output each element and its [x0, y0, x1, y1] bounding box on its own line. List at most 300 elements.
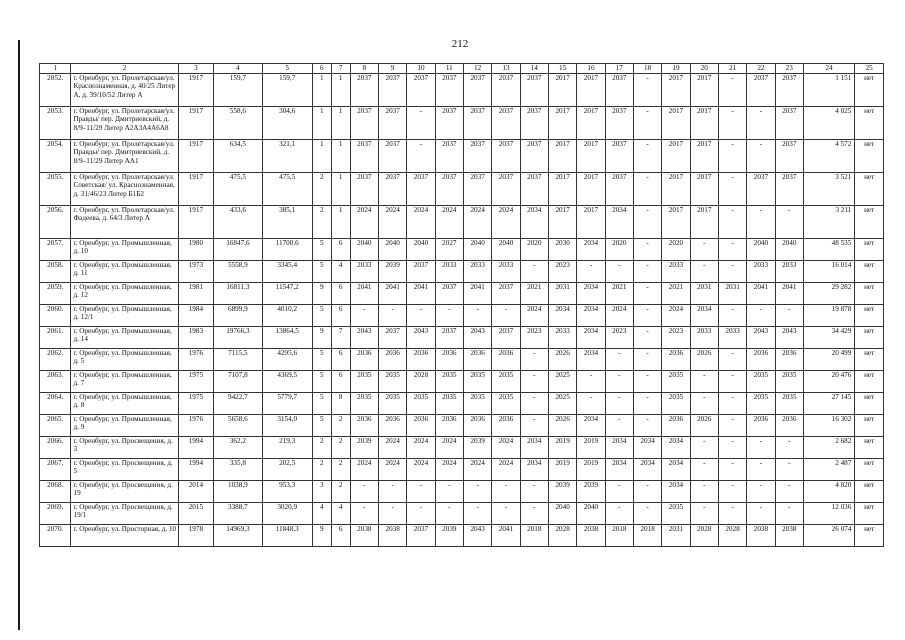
table-cell: 2037 [379, 327, 407, 349]
table-cell: 11547,2 [262, 283, 312, 305]
row-number-cell: 2070. [40, 525, 71, 547]
address-cell: г. Оренбург, ул. Просвещения, д. 5 [71, 459, 178, 481]
table-cell: нет [855, 371, 884, 393]
table-cell: 2036 [775, 349, 803, 371]
table-cell: нет [855, 481, 884, 503]
table-cell: 4 [312, 503, 331, 525]
table-cell: 2037 [435, 283, 463, 305]
table-cell: - [605, 349, 633, 371]
table-cell: 2037 [605, 173, 633, 206]
table-cell: - [718, 415, 746, 437]
column-header: 8 [350, 64, 378, 74]
table-cell: 6899,9 [214, 305, 262, 327]
table-cell: 2043 [407, 327, 435, 349]
table-cell: 2 [312, 459, 331, 481]
table-cell: 4295,6 [262, 349, 312, 371]
table-cell: - [747, 206, 775, 239]
row-number-cell: 2065. [40, 415, 71, 437]
column-header: 6 [312, 64, 331, 74]
table-cell: 2035 [492, 393, 520, 415]
table-cell: 2040 [548, 503, 576, 525]
table-cell: 202,5 [262, 459, 312, 481]
table-cell: 2040 [407, 239, 435, 261]
table-cell: - [775, 305, 803, 327]
table-row [40, 437, 884, 459]
table-cell: 159,7 [214, 74, 262, 107]
table-cell: - [718, 503, 746, 525]
table-cell: 2 [331, 415, 350, 437]
table-cell: - [633, 74, 661, 107]
table-cell: 2031 [690, 283, 718, 305]
row-number-cell: 2068. [40, 481, 71, 503]
table-cell: 2 [331, 481, 350, 503]
table-cell: нет [855, 283, 884, 305]
address-cell: г. Оренбург, ул. Просторная, д. 10 [71, 525, 178, 547]
table-cell: 2014 [178, 481, 214, 503]
table-cell: 2040 [747, 239, 775, 261]
table-cell: 2030 [548, 239, 576, 261]
table-cell: - [435, 503, 463, 525]
table-cell: 2017 [690, 74, 718, 107]
row-number-cell: 2062. [40, 349, 71, 371]
table-row [40, 349, 884, 371]
table-cell: 1 [312, 140, 331, 173]
table-cell: 2037 [520, 74, 548, 107]
table-cell: 5658,6 [214, 415, 262, 437]
table-cell: 2026 [690, 349, 718, 371]
column-header: 23 [775, 64, 803, 74]
table-cell: 2039 [463, 437, 491, 459]
table-cell: 2036 [435, 349, 463, 371]
table-cell: - [435, 481, 463, 503]
table-cell: - [633, 415, 661, 437]
table-cell: 2024 [492, 437, 520, 459]
table-cell: 2033 [775, 261, 803, 283]
table-cell: - [520, 481, 548, 503]
table-cell: 2037 [463, 74, 491, 107]
table-cell: 2034 [520, 206, 548, 239]
table-cell: - [633, 140, 661, 173]
table-cell: 2033 [718, 327, 746, 349]
table-cell: 2024 [605, 305, 633, 327]
table-cell: 9422,7 [214, 393, 262, 415]
table-cell: - [407, 503, 435, 525]
table-cell: 5 [312, 371, 331, 393]
table-cell: - [463, 503, 491, 525]
table-cell: 2017 [548, 140, 576, 173]
address-cell: г. Оренбург, ул. Просвещения, д. 3 [71, 437, 178, 459]
row-number-cell: 2059. [40, 283, 71, 305]
table-cell: 2034 [605, 437, 633, 459]
table-cell: 1978 [178, 525, 214, 547]
table-cell: нет [855, 503, 884, 525]
table-cell: 2036 [662, 349, 690, 371]
table-cell: 5 [312, 261, 331, 283]
table-cell: - [407, 140, 435, 173]
table-cell: 2024 [520, 305, 548, 327]
table-cell: 2037 [605, 140, 633, 173]
table-cell: 335,8 [214, 459, 262, 481]
table-cell: 2040 [379, 239, 407, 261]
table-cell: 2036 [379, 349, 407, 371]
table-cell: 2034 [662, 437, 690, 459]
table-cell: - [775, 481, 803, 503]
table-cell: - [633, 393, 661, 415]
table-cell: 2041 [407, 283, 435, 305]
table-cell: - [747, 481, 775, 503]
table-cell: - [747, 503, 775, 525]
table-cell: 1 [312, 74, 331, 107]
table-cell: 2023 [662, 327, 690, 349]
table-cell: - [633, 261, 661, 283]
table-row [40, 173, 884, 206]
table-cell: 2017 [690, 173, 718, 206]
table-cell: нет [855, 261, 884, 283]
table-cell: 2034 [577, 415, 605, 437]
table-cell: 4010,2 [262, 305, 312, 327]
table-cell: 2037 [407, 261, 435, 283]
total-cell: 16 302 [803, 415, 854, 437]
table-cell: 2020 [605, 239, 633, 261]
column-header: 11 [435, 64, 463, 74]
table-cell: 2037 [379, 140, 407, 173]
table-cell: 2 [312, 206, 331, 239]
table-cell: 2019 [548, 459, 576, 481]
column-header: 16 [577, 64, 605, 74]
table-cell: - [718, 74, 746, 107]
table-cell: 1976 [178, 415, 214, 437]
table-cell: 2024 [492, 206, 520, 239]
table-cell: 1917 [178, 140, 214, 173]
table-cell: 2017 [548, 107, 576, 140]
table-cell: 2039 [350, 437, 378, 459]
table-row [40, 481, 884, 503]
column-header: 12 [463, 64, 491, 74]
column-header: 4 [214, 64, 262, 74]
table-cell: - [690, 371, 718, 393]
table-cell: - [520, 261, 548, 283]
table-cell: 6 [331, 305, 350, 327]
table-cell: - [492, 503, 520, 525]
table-cell: 2036 [492, 349, 520, 371]
total-cell: 34 429 [803, 327, 854, 349]
table-cell: нет [855, 140, 884, 173]
table-cell: нет [855, 173, 884, 206]
table-cell: 1984 [178, 305, 214, 327]
table-cell: 9 [312, 283, 331, 305]
page-number: 212 [451, 38, 469, 50]
table-cell: 2037 [605, 74, 633, 107]
table-cell: 2043 [463, 327, 491, 349]
table-cell: 2037 [775, 74, 803, 107]
column-header: 14 [520, 64, 548, 74]
table-cell: 2037 [407, 74, 435, 107]
column-header: 21 [718, 64, 746, 74]
table-cell: 2034 [690, 305, 718, 327]
table-cell: 2037 [350, 74, 378, 107]
table-cell: 2037 [350, 173, 378, 206]
table-cell: 9 [312, 525, 331, 547]
table-cell: 2036 [407, 415, 435, 437]
table-cell: 5779,7 [262, 393, 312, 415]
table-cell: 2017 [662, 140, 690, 173]
row-number-cell: 2063. [40, 371, 71, 393]
table-cell: 2017 [662, 173, 690, 206]
table-cell: 2039 [379, 261, 407, 283]
table-cell: 2035 [379, 393, 407, 415]
table-cell: 2024 [379, 437, 407, 459]
table-cell: 2024 [407, 437, 435, 459]
column-header: 18 [633, 64, 661, 74]
table-cell: 2037 [435, 74, 463, 107]
table-row [40, 206, 884, 239]
column-header: 22 [747, 64, 775, 74]
table-cell: 2017 [577, 74, 605, 107]
table-cell: - [718, 107, 746, 140]
table-row [40, 415, 884, 437]
total-cell: 26 074 [803, 525, 854, 547]
table-cell: нет [855, 239, 884, 261]
table-cell: 2018 [605, 525, 633, 547]
table-cell: 2034 [520, 437, 548, 459]
table-cell: 2019 [548, 437, 576, 459]
table-cell: 2037 [492, 283, 520, 305]
address-cell: г. Оренбург, ул. Промышленная, д. 10 [71, 239, 178, 261]
total-cell: 48 535 [803, 239, 854, 261]
table-cell: 7 [331, 327, 350, 349]
table-cell: 2037 [775, 107, 803, 140]
table-cell: - [407, 107, 435, 140]
table-cell: - [463, 305, 491, 327]
table-cell: - [690, 239, 718, 261]
row-number-cell: 2069. [40, 503, 71, 525]
table-header [40, 64, 884, 74]
table-row [40, 107, 884, 140]
table-cell: 2040 [492, 239, 520, 261]
table-cell: нет [855, 107, 884, 140]
table-cell: 2036 [463, 415, 491, 437]
address-cell: г. Оренбург, ул. Пролетарская/ул. Советская/ ул. Краснознаменная, д. 31/46/23 Литер Б1Б2 [71, 173, 178, 206]
table-cell: - [633, 481, 661, 503]
table-cell: 2037 [520, 140, 548, 173]
table-cell: 5 [312, 349, 331, 371]
table-cell: 385,1 [262, 206, 312, 239]
table-cell: 2037 [520, 173, 548, 206]
total-cell: 20 476 [803, 371, 854, 393]
table-cell: 2035 [775, 393, 803, 415]
table-cell: нет [855, 327, 884, 349]
table-cell: - [718, 437, 746, 459]
table-cell: 3020,9 [262, 503, 312, 525]
table-cell: 1975 [178, 393, 214, 415]
table-cell: 2037 [492, 107, 520, 140]
total-cell: 20 499 [803, 349, 854, 371]
row-number-cell: 2064. [40, 393, 71, 415]
table-cell: 2 [331, 459, 350, 481]
table-cell: - [633, 371, 661, 393]
address-cell: г. Оренбург, ул. Пролетарская/ул. Фадеева, д. 64/3 Литер А [71, 206, 178, 239]
address-cell: г. Оренбург, ул. Пролетарская/ул. Правды/ пер. Дмитриевский, д. 8/9–11/29 Литер АА1 [71, 140, 178, 173]
table-cell: - [350, 481, 378, 503]
table-cell: 2034 [633, 459, 661, 481]
total-cell: 3 521 [803, 173, 854, 206]
table-cell: 2015 [178, 503, 214, 525]
table-cell: 2037 [463, 173, 491, 206]
table-cell: 2033 [690, 327, 718, 349]
column-header: 5 [262, 64, 312, 74]
table-cell: 2024 [379, 459, 407, 481]
table-cell: - [350, 503, 378, 525]
table-cell: нет [855, 393, 884, 415]
table-cell: 304,6 [262, 107, 312, 140]
table-cell: 2035 [350, 393, 378, 415]
address-cell: г. Оренбург, ул. Промышленная, д. 12 [71, 283, 178, 305]
table-cell: 16847,6 [214, 239, 262, 261]
table-cell: 2028 [718, 525, 746, 547]
table-cell: - [718, 393, 746, 415]
table-cell: 159,7 [262, 74, 312, 107]
table-cell: 2037 [435, 327, 463, 349]
table-cell: - [718, 173, 746, 206]
total-cell: 2 487 [803, 459, 854, 481]
table-cell: 2033 [662, 261, 690, 283]
table-cell: 2017 [662, 107, 690, 140]
table-cell: 2036 [662, 415, 690, 437]
table-cell: 2020 [662, 239, 690, 261]
table-cell: 2041 [350, 283, 378, 305]
table-cell: 2040 [577, 503, 605, 525]
table-cell: 2041 [775, 283, 803, 305]
table-row [40, 74, 884, 107]
address-cell: г. Оренбург, ул. Промышленная, д. 12/1 [71, 305, 178, 327]
table-cell: 953,3 [262, 481, 312, 503]
table-cell: 2031 [662, 525, 690, 547]
table-cell: - [718, 140, 746, 173]
table-cell: 2033 [548, 327, 576, 349]
table-cell: 2035 [463, 371, 491, 393]
table-cell: 2036 [492, 415, 520, 437]
table-cell: - [690, 503, 718, 525]
table-cell: 1975 [178, 371, 214, 393]
table-row [40, 525, 884, 547]
address-cell: г. Оренбург, ул. Промышленная, д. 9 [71, 415, 178, 437]
table-cell: 321,1 [262, 140, 312, 173]
table-cell: 2026 [690, 415, 718, 437]
table-cell: 2024 [662, 305, 690, 327]
row-number-cell: 2066. [40, 437, 71, 459]
table-cell: 2037 [492, 140, 520, 173]
table-cell: 2040 [775, 239, 803, 261]
table-cell: нет [855, 206, 884, 239]
row-number-cell: 2055. [40, 173, 71, 206]
table-cell: - [775, 503, 803, 525]
table-cell: 4 [331, 261, 350, 283]
table-cell: 2036 [747, 415, 775, 437]
table-cell: 1 [331, 140, 350, 173]
table-cell: 6 [331, 525, 350, 547]
address-cell: г. Оренбург, ул. Промышленная, д. 11 [71, 261, 178, 283]
address-cell: г. Оренбург, ул. Просвещения, д. 19/1 [71, 503, 178, 525]
table-cell: 2028 [407, 371, 435, 393]
table-cell: - [577, 261, 605, 283]
table-cell: 2033 [492, 261, 520, 283]
table-cell: 2039 [577, 481, 605, 503]
table-cell: 2038 [350, 525, 378, 547]
table-cell: 475,5 [214, 173, 262, 206]
table-cell: 2037 [463, 107, 491, 140]
table-body [40, 74, 884, 547]
table-cell: 2039 [435, 525, 463, 547]
column-header: 24 [803, 64, 854, 74]
table-cell: 362,2 [214, 437, 262, 459]
table-cell: 2037 [435, 173, 463, 206]
table-cell: 2037 [407, 525, 435, 547]
table-cell: 6 [331, 371, 350, 393]
table-cell: 2038 [577, 525, 605, 547]
table-cell: - [379, 503, 407, 525]
table-cell: 2033 [747, 261, 775, 283]
table-cell: 2024 [435, 437, 463, 459]
table-cell: 4369,5 [262, 371, 312, 393]
table-cell: 7115,5 [214, 349, 262, 371]
registry-table [39, 63, 884, 547]
table-cell: - [577, 393, 605, 415]
column-header: 7 [331, 64, 350, 74]
table-row [40, 305, 884, 327]
total-cell: 29 282 [803, 283, 854, 305]
table-cell: 1917 [178, 74, 214, 107]
table-cell: 2018 [633, 525, 661, 547]
total-cell: 27 145 [803, 393, 854, 415]
table-cell: 2034 [520, 459, 548, 481]
table-cell: 2034 [577, 283, 605, 305]
table-cell: - [718, 371, 746, 393]
address-cell: г. Оренбург, ул. Пролетарская/ул. Правды/ пер. Дмитриевский, д. 8/9–11/29 Литер А2А3А4А6А8 [71, 107, 178, 140]
table-cell: 2037 [492, 74, 520, 107]
table-cell: - [718, 239, 746, 261]
table-cell: 2037 [379, 173, 407, 206]
table-cell: 2034 [577, 349, 605, 371]
table-cell: 1994 [178, 459, 214, 481]
table-cell: 6 [331, 283, 350, 305]
table-cell: - [718, 459, 746, 481]
row-number-cell: 2060. [40, 305, 71, 327]
table-row [40, 283, 884, 305]
table-cell: 2024 [435, 206, 463, 239]
table-cell: - [718, 206, 746, 239]
table-row [40, 239, 884, 261]
table-cell: 2037 [775, 140, 803, 173]
column-header: 17 [605, 64, 633, 74]
table-cell: - [605, 415, 633, 437]
table-row [40, 140, 884, 173]
table-cell: - [435, 305, 463, 327]
table-cell: 2031 [718, 283, 746, 305]
total-cell: 4 572 [803, 140, 854, 173]
table-cell: 2035 [662, 371, 690, 393]
table-row [40, 327, 884, 349]
table-cell: 13864,5 [262, 327, 312, 349]
table-cell: 475,5 [262, 173, 312, 206]
table-cell: - [463, 481, 491, 503]
table-cell: - [407, 305, 435, 327]
table-cell: 2024 [350, 206, 378, 239]
row-number-cell: 2058. [40, 261, 71, 283]
header-row [40, 64, 884, 74]
table-cell: - [605, 503, 633, 525]
table-cell: 1976 [178, 349, 214, 371]
table-cell: нет [855, 437, 884, 459]
